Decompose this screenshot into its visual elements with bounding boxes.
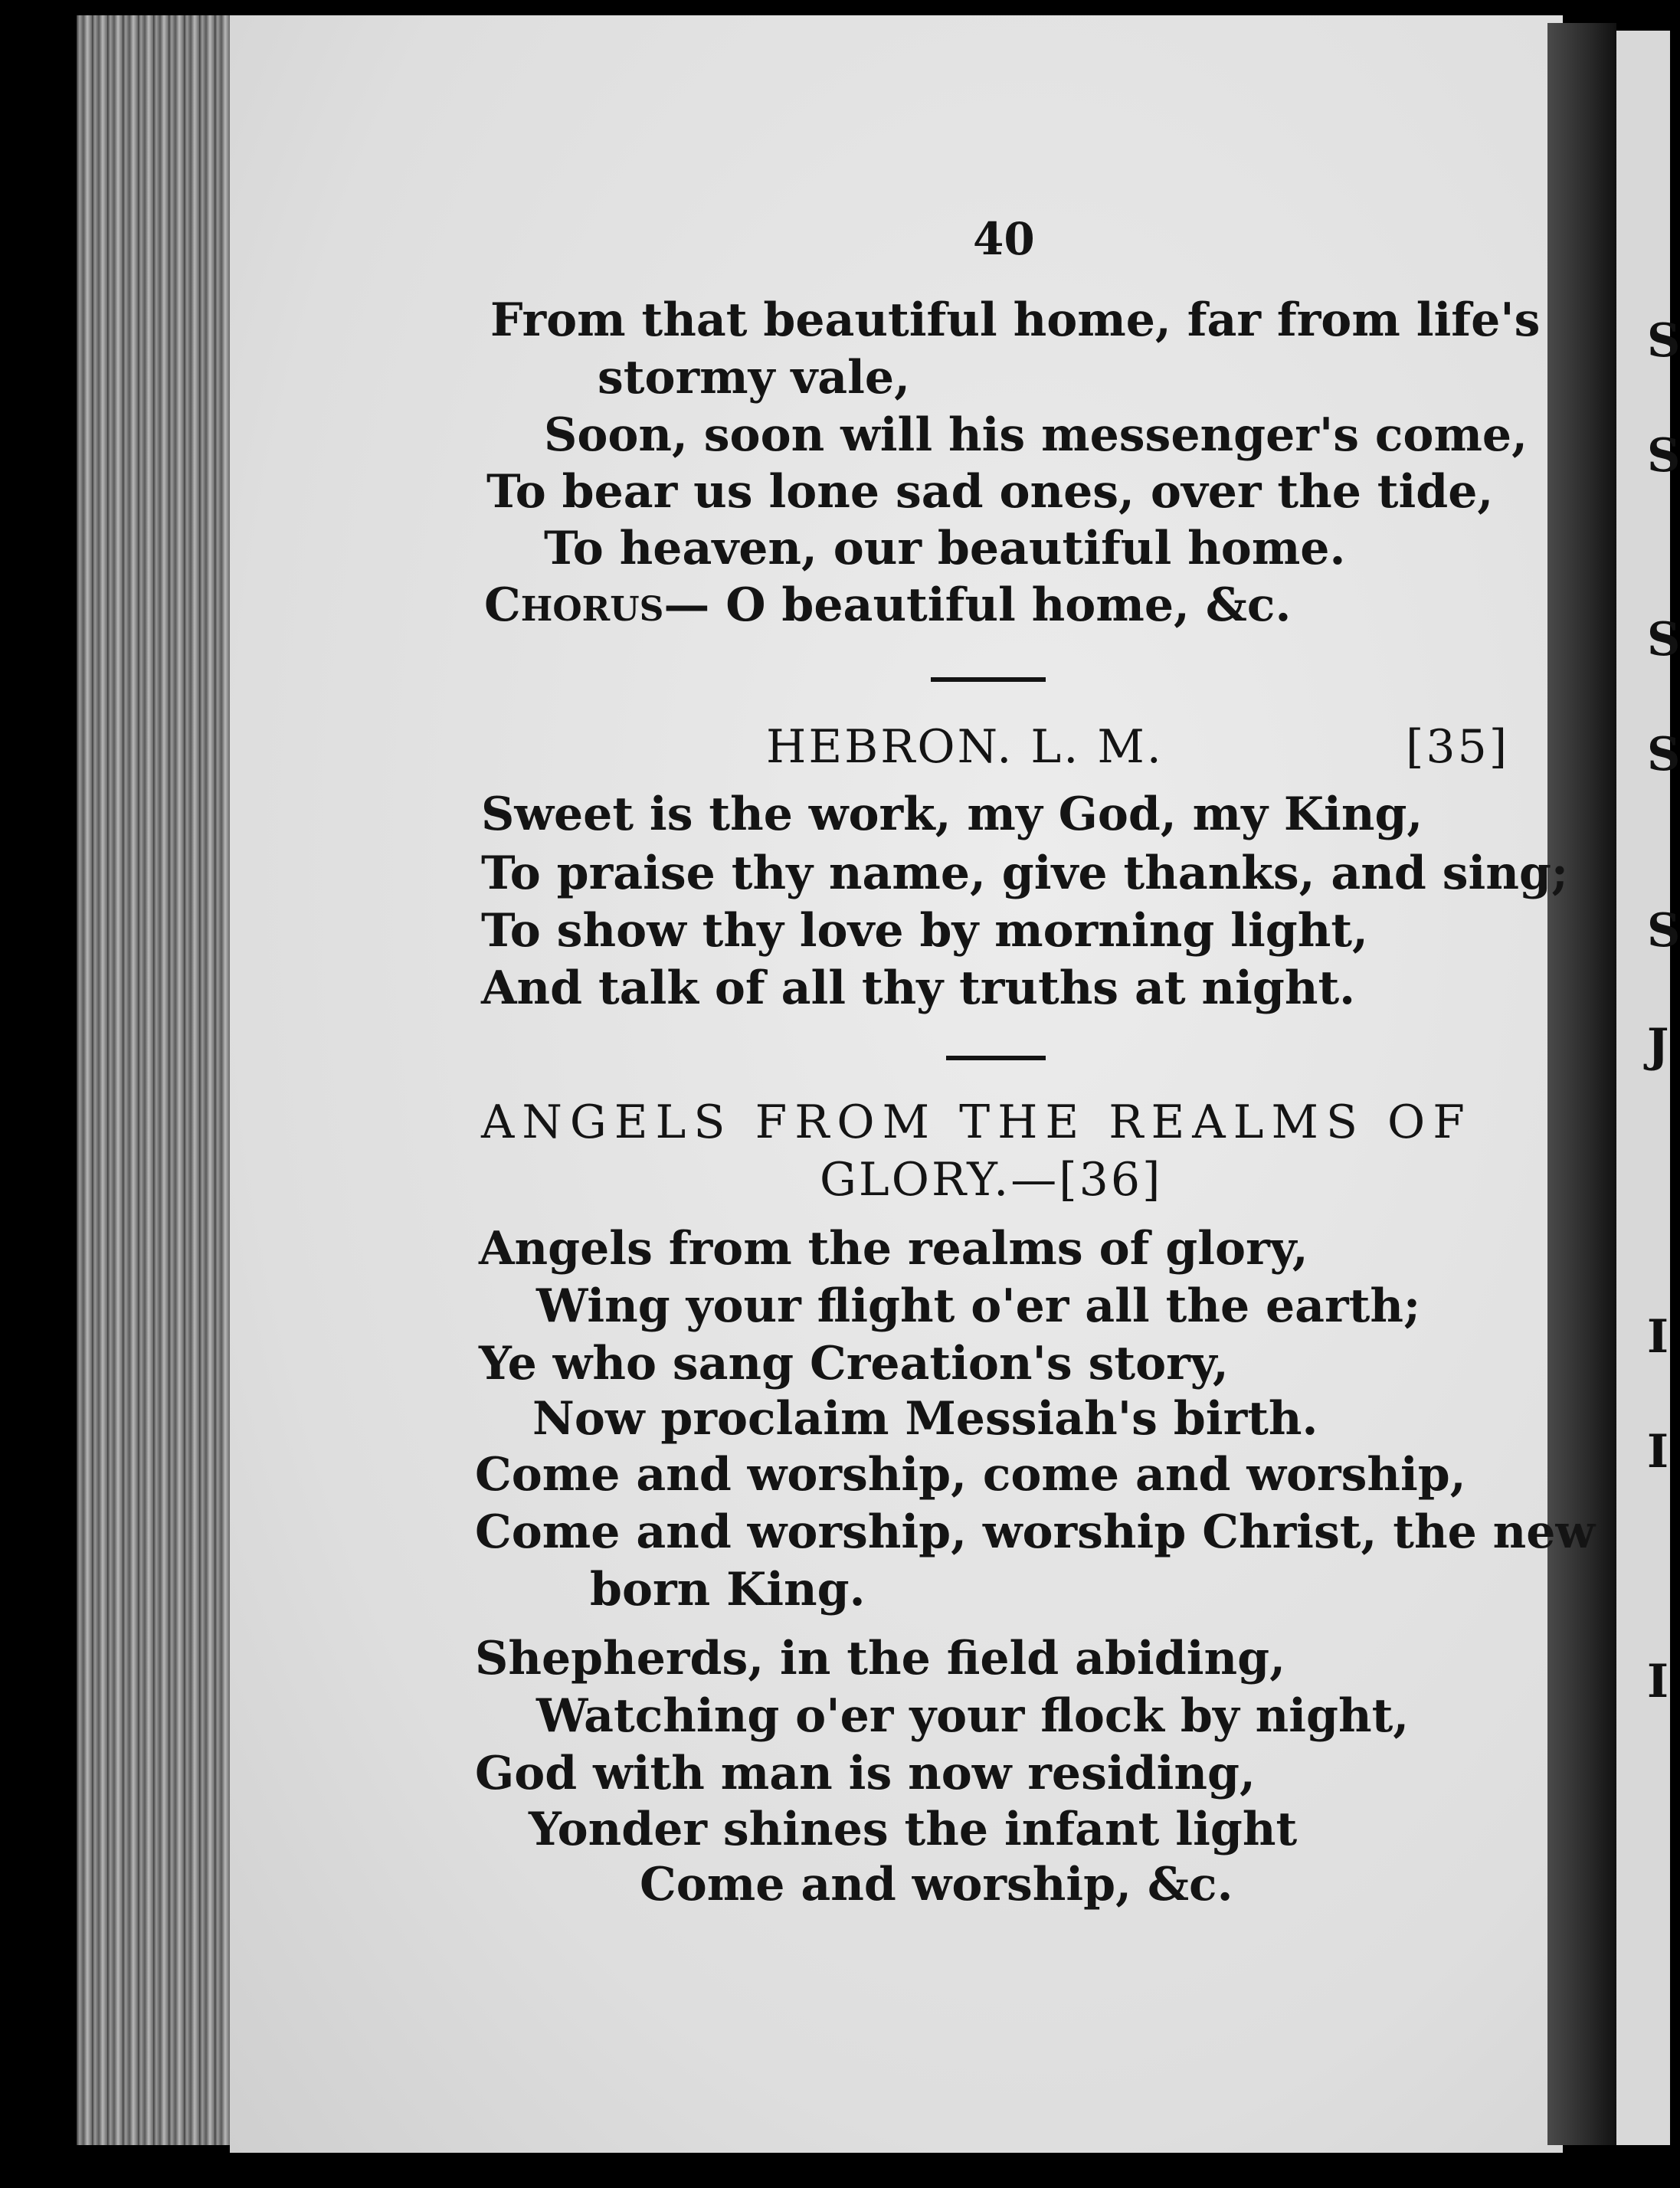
page-number: 40 [973, 213, 1035, 265]
verse-line: And talk of all thy truths at night. [481, 961, 1356, 1015]
chorus-line [484, 578, 1292, 632]
adjacent-letter: I [1647, 1655, 1669, 1708]
verse-line: Come and worship, come and worship, [475, 1448, 1466, 1502]
hymn-title: HEBRON. L. M. [766, 720, 1164, 774]
hymn-title: ANGELS FROM THE REALMS OF [481, 1096, 1472, 1149]
adjacent-letter: S [1647, 429, 1680, 483]
hymn-title-continued: GLORY.—[36] [820, 1153, 1163, 1207]
verse-line: stormy vale, [598, 351, 910, 405]
adjacent-letter: S [1647, 314, 1680, 368]
verse-line: Now proclaim Messiah's birth. [532, 1392, 1318, 1446]
verse-line: To praise thy name, give thanks, and sing; [481, 847, 1569, 900]
verse-line: To show thy love by morning light, [481, 904, 1368, 958]
section-divider [946, 1056, 1046, 1060]
adjacent-letter: S [1647, 904, 1680, 958]
verse-line: To heaven, our beautiful home. [544, 522, 1346, 575]
verse-line: Come and worship, worship Christ, the new [475, 1505, 1596, 1559]
verse-line: born King. [590, 1563, 866, 1616]
chorus-label-initial: C [484, 578, 521, 632]
adjacent-letter: I [1647, 1425, 1669, 1479]
section-divider [931, 677, 1046, 682]
verse-line: Sweet is the work, my God, my King, [481, 788, 1423, 841]
verse-line: Ye who sang Creation's story, [479, 1337, 1229, 1390]
verse-line: Yonder shines the infant light [529, 1803, 1298, 1856]
verse-line: Watching o'er your flock by night, [536, 1689, 1410, 1743]
verse-line: Shepherds, in the field abiding, [475, 1632, 1285, 1685]
verse-line: From that beautiful home, far from life's [490, 293, 1541, 347]
verse-line: Come and worship, &c. [640, 1858, 1233, 1911]
book-page-edges [77, 15, 253, 2145]
chorus-text: — O beautiful home, &c. [663, 578, 1292, 632]
verse-line: Angels from the realms of glory, [479, 1222, 1308, 1276]
adjacent-letter: I [1647, 1310, 1669, 1364]
adjacent-letter: S [1647, 613, 1680, 667]
gutter-shadow [1547, 23, 1616, 2145]
hymn-number: [35] [1406, 720, 1510, 774]
adjacent-letter: S [1647, 728, 1680, 781]
verse-line: To bear us lone sad ones, over the tide, [486, 465, 1494, 519]
verse-line: Soon, soon will his messenger's come, [544, 408, 1528, 462]
chorus-label-rest: HORUS [520, 590, 664, 629]
verse-line: Wing your flight o'er all the earth; [536, 1279, 1421, 1333]
adjacent-letter: J [1647, 1019, 1669, 1073]
verse-line: God with man is now residing, [475, 1747, 1256, 1800]
